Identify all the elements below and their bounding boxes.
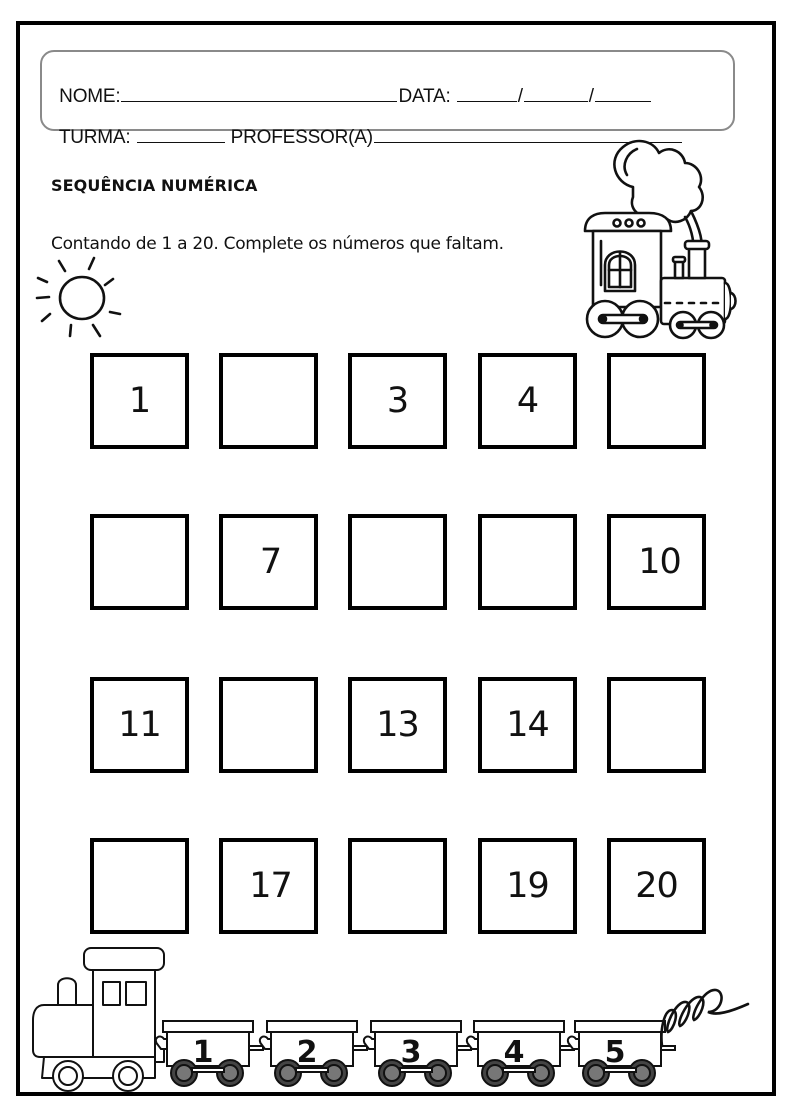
svg-text:2: 2	[296, 1035, 318, 1070]
number-box-blank[interactable]	[348, 514, 447, 610]
number-box: 13	[348, 677, 447, 773]
wagon-2	[260, 1021, 367, 1086]
date-label: DATA:	[398, 86, 451, 107]
svg-text:4: 4	[503, 1035, 525, 1070]
svg-text:3: 3	[400, 1035, 422, 1070]
teacher-label: PROFESSOR(A)	[230, 127, 373, 148]
number-box: 10	[607, 514, 706, 610]
number-box: 3	[348, 353, 447, 449]
train-with-wagons-icon	[0, 940, 792, 1100]
number-box: 11	[90, 677, 189, 773]
instruction-text: Contando de 1 a 20. Complete os números que faltam.	[51, 234, 504, 254]
date-separator: /	[517, 86, 523, 107]
number-box-blank[interactable]	[90, 514, 189, 610]
wagon-1	[156, 1021, 263, 1086]
number-box-blank[interactable]	[478, 514, 577, 610]
wagon-3	[364, 1021, 471, 1086]
date-year-field[interactable]	[595, 85, 651, 102]
wagon-5	[568, 1021, 675, 1086]
number-box: 14	[478, 677, 577, 773]
wagon-4	[467, 1021, 574, 1086]
date-month-field[interactable]	[524, 85, 588, 102]
name-label: NOME:	[59, 86, 121, 107]
class-field[interactable]	[137, 126, 225, 143]
date-separator: /	[588, 86, 594, 107]
worksheet-title: SEQUÊNCIA NUMÉRICA	[51, 176, 258, 195]
number-box-blank[interactable]	[219, 677, 318, 773]
number-box: 7	[219, 514, 318, 610]
sun-icon	[30, 255, 130, 345]
number-box-blank[interactable]	[90, 838, 189, 934]
class-label: TURMA:	[58, 127, 131, 148]
svg-text:1: 1	[192, 1035, 214, 1070]
number-box-blank[interactable]	[348, 838, 447, 934]
svg-text:5: 5	[604, 1035, 626, 1070]
number-box: 17	[219, 838, 318, 934]
number-box: 20	[607, 838, 706, 934]
number-box: 4	[478, 353, 577, 449]
number-box-blank[interactable]	[219, 353, 318, 449]
header-line-1	[49, 63, 652, 108]
number-box: 19	[478, 838, 577, 934]
name-field[interactable]	[121, 85, 397, 102]
number-box: 1	[90, 353, 189, 449]
curly-tail-icon	[661, 990, 748, 1046]
number-box-blank[interactable]	[607, 677, 706, 773]
number-box-blank[interactable]	[607, 353, 706, 449]
steam-locomotive-icon	[575, 135, 740, 340]
date-day-field[interactable]	[457, 85, 517, 102]
